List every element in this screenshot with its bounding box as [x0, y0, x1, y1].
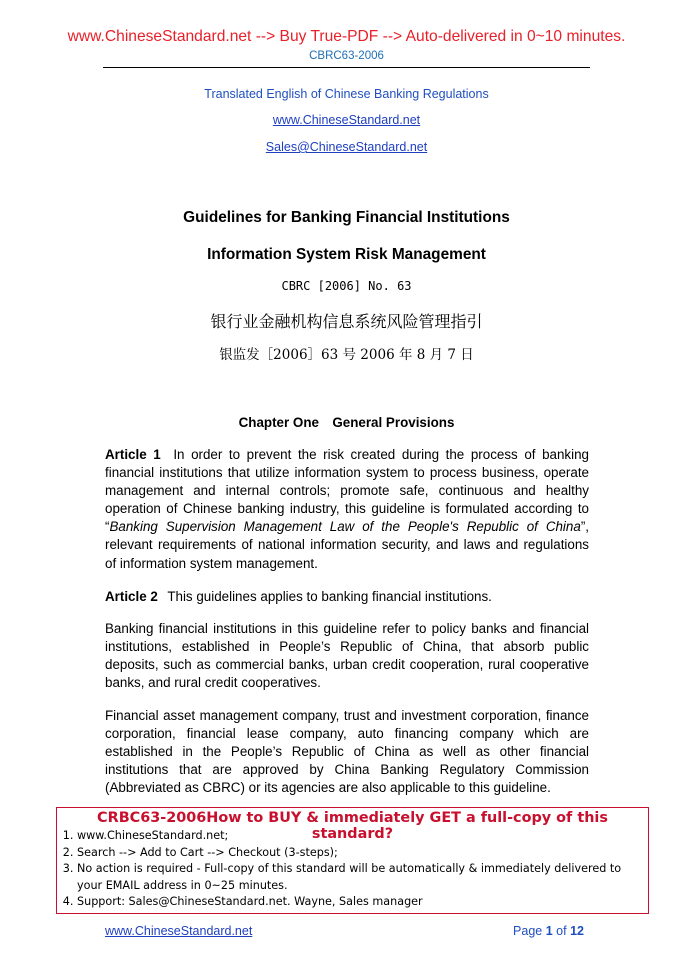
page-total: 12: [570, 924, 584, 938]
page-current: 1: [545, 924, 553, 938]
page-word: Page: [513, 924, 543, 938]
header-code: CBRC63-2006: [309, 50, 384, 62]
article-1-label: Article 1: [105, 447, 161, 462]
article-2-label: Article 2: [105, 589, 158, 604]
buy-step[interactable]: 4. Support: Sales@ChineseStandard.net. Wayne, Sales manager: [77, 894, 647, 911]
document-title-line2: Information System Risk Management: [207, 246, 486, 263]
page-of: of: [556, 924, 567, 938]
email-link[interactable]: Sales@ChineseStandard.net: [265, 140, 428, 154]
footer-website-link[interactable]: www.ChineseStandard.net: [105, 924, 253, 938]
buy-instructions-box: [56, 807, 649, 914]
buy-box-title: CRBC63-2006How to BUY & immediately GET a full-copy of this standard?: [97, 810, 608, 842]
buy-step: 2. Search --> Add to Cart --> Checkout (3-steps);: [77, 845, 647, 862]
article-2: [105, 588, 589, 606]
article-2-text: This guidelines applies to banking financial institutions.: [167, 589, 492, 604]
translated-note: Translated English of Chinese Banking Regulations: [204, 87, 489, 101]
buy-step[interactable]: 1. www.ChineseStandard.net;: [77, 828, 647, 845]
website-link[interactable]: www.ChineseStandard.net: [272, 113, 421, 127]
chinese-document-number: 银监发［2006］63 号 2006 年 8 月 7 日: [219, 347, 474, 363]
page-indicator: [480, 924, 584, 938]
buy-step: 3. No action is required - Full-copy of this standard will be automatically & immediately delivered to your EMAIL address in 0~25 minutes.: [77, 861, 647, 894]
article-1: [105, 446, 589, 573]
buy-steps-list: [57, 828, 647, 911]
header-divider: [103, 67, 590, 68]
chinese-title: 银行业金融机构信息系统风险管理指引: [210, 312, 483, 331]
document-title-line1: Guidelines for Banking Financial Institutions: [183, 209, 510, 226]
document-number: CBRC [2006] No. 63: [281, 279, 412, 293]
article-1-law-name: Banking Supervision Management Law of the People's Republic of China: [109, 519, 581, 535]
header-banner[interactable]: www.ChineseStandard.net --> Buy True-PDF --> Auto-delivered in 0~10 minutes.: [67, 28, 626, 45]
paragraph-banking-institutions: Banking financial institutions in this guideline refer to policy banks and financial institutions, established in People’s Republic of China, that absorb public deposits, such as commercial banks, urban credit cooperation, rural cooperative banks, and rural credit cooperatives.: [105, 621, 589, 691]
article-1-text-a: In order to prevent the risk created during the process of banking financial institutions that utilize information system to process business, operate management and internal controls; promote safe, continuous and healthy operation of Chinese banking industry, this guideline is formulated according to “: [105, 447, 589, 535]
article-1-text-b: ”, relevant requirements of national information security, and laws and regulations of information system management.: [105, 519, 589, 571]
chapter-heading: Chapter One General Provisions: [238, 415, 455, 430]
paragraph-other-institutions: Financial asset management company, trust and investment corporation, finance corporation, financial lease company, auto financing company which are established in the People’s Republic of China as well as other financial institutions that are approved by China Banking Regulatory Commission (Abbreviated as CBRC) or its agencies are also applicable to this guideline.: [105, 708, 589, 796]
